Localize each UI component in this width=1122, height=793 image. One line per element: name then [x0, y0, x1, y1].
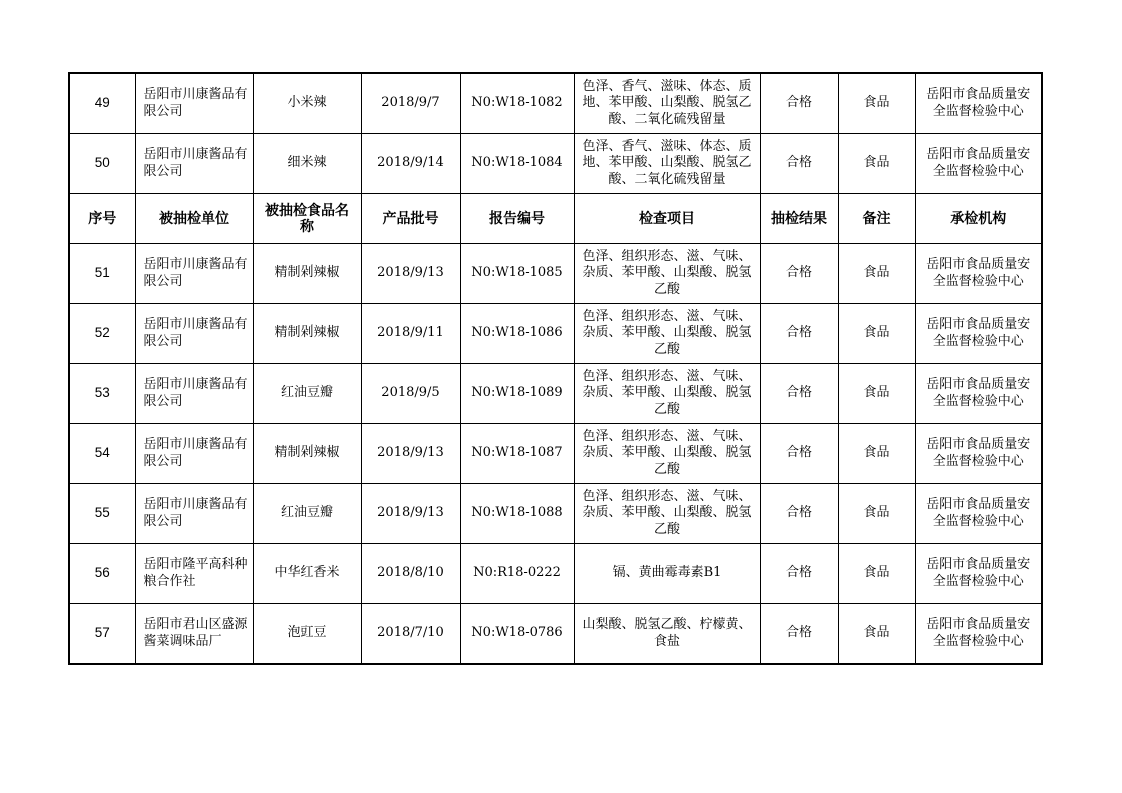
inspection-results-table — [68, 72, 1043, 665]
cell-serial-number: 53 — [69, 364, 135, 424]
table-row — [69, 424, 1042, 484]
cell-inspected-unit: 岳阳市川康酱品有限公司 — [135, 484, 253, 544]
cell-serial-number: 55 — [69, 484, 135, 544]
cell-serial-number: 50 — [69, 134, 135, 194]
cell-inspection-items: 色泽、香气、滋味、体态、质地、苯甲酸、山梨酸、脱氢乙酸、二氧化硫残留量 — [574, 73, 760, 134]
cell-result: 合格 — [760, 484, 838, 544]
header-report-number: 报告编号 — [460, 194, 574, 244]
cell-remark: 食品 — [838, 484, 915, 544]
cell-inspected-unit: 岳阳市川康酱品有限公司 — [135, 73, 253, 134]
cell-batch-number: 2018/9/13 — [361, 424, 460, 484]
cell-food-name: 中华红香米 — [253, 544, 361, 604]
cell-food-name: 泡豇豆 — [253, 604, 361, 665]
cell-remark: 食品 — [838, 134, 915, 194]
cell-report-number: N0:W18-1088 — [460, 484, 574, 544]
cell-report-number: N0:W18-1089 — [460, 364, 574, 424]
cell-food-name: 红油豆瓣 — [253, 484, 361, 544]
cell-serial-number: 57 — [69, 604, 135, 665]
cell-batch-number: 2018/9/11 — [361, 304, 460, 364]
table-row — [69, 604, 1042, 665]
cell-report-number: N0:R18-0222 — [460, 544, 574, 604]
cell-food-name: 小米辣 — [253, 73, 361, 134]
cell-testing-agency: 岳阳市食品质量安全监督检验中心 — [915, 544, 1042, 604]
cell-testing-agency: 岳阳市食品质量安全监督检验中心 — [915, 604, 1042, 665]
cell-serial-number: 54 — [69, 424, 135, 484]
table-row — [69, 244, 1042, 304]
cell-inspected-unit: 岳阳市君山区盛源酱菜调味品厂 — [135, 604, 253, 665]
header-food-name: 被抽检食品名称 — [253, 194, 361, 244]
header-inspected-unit: 被抽检单位 — [135, 194, 253, 244]
cell-result: 合格 — [760, 304, 838, 364]
table-row — [69, 304, 1042, 364]
cell-inspected-unit: 岳阳市川康酱品有限公司 — [135, 244, 253, 304]
cell-inspection-items: 色泽、香气、滋味、体态、质地、苯甲酸、山梨酸、脱氢乙酸、二氧化硫残留量 — [574, 134, 760, 194]
cell-inspection-items: 色泽、组织形态、滋、气味、杂质、苯甲酸、山梨酸、脱氢乙酸 — [574, 424, 760, 484]
header-inspection-items: 检查项目 — [574, 194, 760, 244]
cell-testing-agency: 岳阳市食品质量安全监督检验中心 — [915, 304, 1042, 364]
cell-batch-number: 2018/9/13 — [361, 244, 460, 304]
cell-food-name: 精制剁辣椒 — [253, 304, 361, 364]
table-row — [69, 364, 1042, 424]
cell-batch-number: 2018/8/10 — [361, 544, 460, 604]
header-remark: 备注 — [838, 194, 915, 244]
cell-remark: 食品 — [838, 304, 915, 364]
header-serial-number: 序号 — [69, 194, 135, 244]
cell-inspection-items: 色泽、组织形态、滋、气味、杂质、苯甲酸、山梨酸、脱氢乙酸 — [574, 484, 760, 544]
cell-remark: 食品 — [838, 244, 915, 304]
cell-result: 合格 — [760, 364, 838, 424]
cell-result: 合格 — [760, 424, 838, 484]
table-row — [69, 544, 1042, 604]
cell-report-number: N0:W18-1086 — [460, 304, 574, 364]
cell-food-name: 红油豆瓣 — [253, 364, 361, 424]
cell-inspection-items: 山梨酸、脱氢乙酸、柠檬黄、食盐 — [574, 604, 760, 665]
cell-batch-number: 2018/7/10 — [361, 604, 460, 665]
cell-result: 合格 — [760, 244, 838, 304]
cell-batch-number: 2018/9/5 — [361, 364, 460, 424]
cell-remark: 食品 — [838, 604, 915, 665]
cell-report-number: N0:W18-1085 — [460, 244, 574, 304]
cell-report-number: N0:W18-1087 — [460, 424, 574, 484]
cell-report-number: N0:W18-1082 — [460, 73, 574, 134]
cell-inspected-unit: 岳阳市川康酱品有限公司 — [135, 364, 253, 424]
cell-result: 合格 — [760, 544, 838, 604]
cell-remark: 食品 — [838, 73, 915, 134]
cell-inspection-items: 色泽、组织形态、滋、气味、杂质、苯甲酸、山梨酸、脱氢乙酸 — [574, 244, 760, 304]
cell-report-number: N0:W18-0786 — [460, 604, 574, 665]
cell-food-name: 精制剁辣椒 — [253, 424, 361, 484]
cell-result: 合格 — [760, 134, 838, 194]
header-testing-agency: 承检机构 — [915, 194, 1042, 244]
cell-serial-number: 56 — [69, 544, 135, 604]
cell-food-name: 精制剁辣椒 — [253, 244, 361, 304]
cell-testing-agency: 岳阳市食品质量安全监督检验中心 — [915, 424, 1042, 484]
table-row — [69, 134, 1042, 194]
table-row — [69, 73, 1042, 134]
cell-remark: 食品 — [838, 424, 915, 484]
cell-testing-agency: 岳阳市食品质量安全监督检验中心 — [915, 244, 1042, 304]
cell-report-number: N0:W18-1084 — [460, 134, 574, 194]
cell-batch-number: 2018/9/13 — [361, 484, 460, 544]
cell-serial-number: 52 — [69, 304, 135, 364]
cell-food-name: 细米辣 — [253, 134, 361, 194]
cell-batch-number: 2018/9/14 — [361, 134, 460, 194]
cell-inspected-unit: 岳阳市隆平高科种粮合作社 — [135, 544, 253, 604]
cell-testing-agency: 岳阳市食品质量安全监督检验中心 — [915, 73, 1042, 134]
cell-result: 合格 — [760, 73, 838, 134]
cell-serial-number: 49 — [69, 73, 135, 134]
cell-batch-number: 2018/9/7 — [361, 73, 460, 134]
cell-remark: 食品 — [838, 544, 915, 604]
header-result: 抽检结果 — [760, 194, 838, 244]
header-batch-number: 产品批号 — [361, 194, 460, 244]
cell-remark: 食品 — [838, 364, 915, 424]
cell-testing-agency: 岳阳市食品质量安全监督检验中心 — [915, 364, 1042, 424]
cell-inspection-items: 色泽、组织形态、滋、气味、杂质、苯甲酸、山梨酸、脱氢乙酸 — [574, 364, 760, 424]
cell-serial-number: 51 — [69, 244, 135, 304]
cell-testing-agency: 岳阳市食品质量安全监督检验中心 — [915, 134, 1042, 194]
table-row — [69, 484, 1042, 544]
cell-result: 合格 — [760, 604, 838, 665]
cell-testing-agency: 岳阳市食品质量安全监督检验中心 — [915, 484, 1042, 544]
cell-inspection-items: 镉、黄曲霉毒素B1 — [574, 544, 760, 604]
cell-inspection-items: 色泽、组织形态、滋、气味、杂质、苯甲酸、山梨酸、脱氢乙酸 — [574, 304, 760, 364]
cell-inspected-unit: 岳阳市川康酱品有限公司 — [135, 424, 253, 484]
table-header-row — [69, 194, 1042, 244]
cell-inspected-unit: 岳阳市川康酱品有限公司 — [135, 304, 253, 364]
cell-inspected-unit: 岳阳市川康酱品有限公司 — [135, 134, 253, 194]
